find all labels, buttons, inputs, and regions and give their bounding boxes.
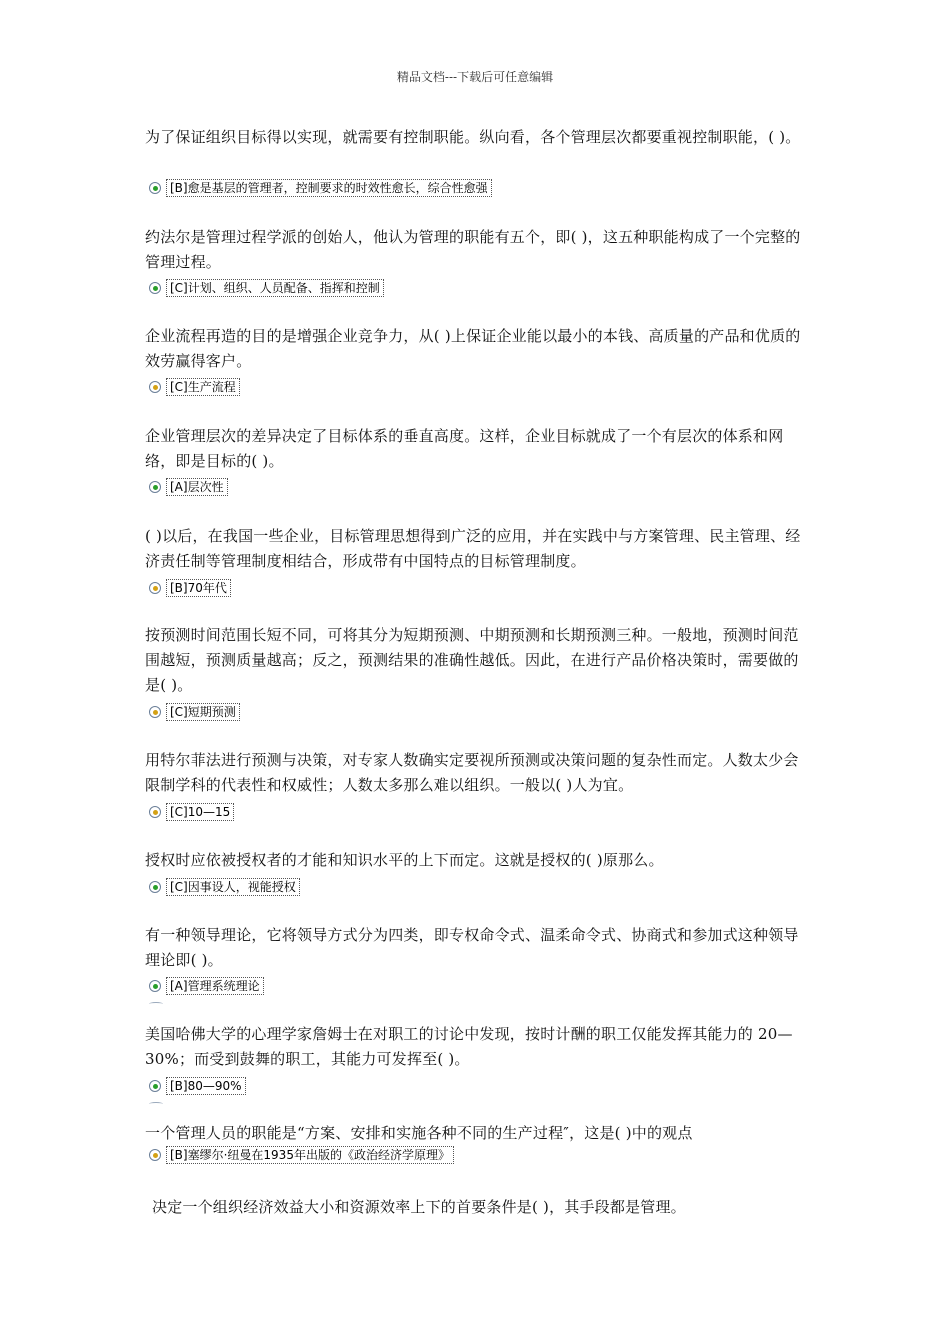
radio-selected-icon[interactable] bbox=[149, 806, 161, 818]
answer-8-label: [C]因事设人，视能授权 bbox=[166, 878, 300, 896]
question-10: 美国哈佛大学的心理学家詹姆士在对职工的讨论中发现，按时计酬的职工仅能发挥其能力的 20—30%；而受到鼓舞的职工，其能力可发挥至( )。 bbox=[145, 1025, 793, 1068]
answer-10-label: [B]80—90% bbox=[166, 1077, 246, 1095]
question-7: 用特尔菲法进行预测与决策，对专家人数确实定要视所预测或决策问题的复杂性而定。人数太少会限制学科的代表性和权威性；人数太多那么难以组织。一般以( )人为宜。 bbox=[145, 751, 799, 794]
question-2: 约法尔是管理过程学派的创始人，他认为管理的职能有五个，即( )，这五种职能构成了一个完整的管理过程。 bbox=[145, 228, 801, 271]
radio-selected-icon[interactable] bbox=[149, 881, 161, 893]
answer-5[interactable] bbox=[149, 579, 231, 597]
radio-selected-icon[interactable] bbox=[149, 706, 161, 718]
answer-4-label: [A]层次性 bbox=[166, 478, 228, 496]
radio-selected-icon[interactable] bbox=[149, 182, 161, 194]
question-8: 授权时应依被授权者的才能和知识水平的上下而定。这就是授权的( )原那么。 bbox=[145, 851, 664, 869]
radio-selected-icon[interactable] bbox=[149, 582, 161, 594]
page-header: 精品文档---下载后可任意编辑 bbox=[396, 70, 554, 84]
answer-6[interactable] bbox=[149, 703, 240, 721]
answer-2-label: [C]计划、组织、人员配备、指挥和控制 bbox=[166, 279, 384, 297]
answer-9-label: [A]管理系统理论 bbox=[166, 977, 264, 995]
answer-9[interactable] bbox=[149, 977, 264, 995]
question-3: 企业流程再造的目的是增强企业竞争力，从( )上保证企业能以最小的本钱、高质量的产品和优质的效劳赢得客户。 bbox=[145, 327, 801, 370]
question-1: 为了保证组织目标得以实现，就需要有控制职能。纵向看，各个管理层次都要重视控制职能，( )。 bbox=[145, 128, 801, 146]
radio-selected-icon[interactable] bbox=[149, 1080, 161, 1092]
partial-radio-icon bbox=[149, 1002, 163, 1006]
answer-7-label: [C]10—15 bbox=[166, 803, 234, 821]
question-11: 一个管理人员的职能是“方案、安排和实施各种不同的生产过程″，这是( )中的观点 bbox=[145, 1124, 693, 1142]
radio-selected-icon[interactable] bbox=[149, 381, 161, 393]
answer-6-label: [C]短期预测 bbox=[166, 703, 240, 721]
answer-4[interactable] bbox=[149, 478, 228, 496]
answer-3[interactable] bbox=[149, 378, 240, 396]
answer-1[interactable] bbox=[149, 179, 492, 197]
question-4: 企业管理层次的差异决定了目标体系的垂直高度。这样，企业目标就成了一个有层次的体系和网络，即是目标的( )。 bbox=[145, 427, 784, 470]
answer-7[interactable] bbox=[149, 803, 234, 821]
answer-11-label: [B]塞缪尔·纽曼在1935年出版的《政治经济学原理》 bbox=[166, 1146, 454, 1164]
radio-selected-icon[interactable] bbox=[149, 1149, 161, 1161]
question-12: 决定一个组织经济效益大小和资源效率上下的首要条件是( )，其手段都是管理。 bbox=[152, 1198, 686, 1216]
answer-11[interactable] bbox=[149, 1146, 454, 1164]
answer-10[interactable] bbox=[149, 1077, 246, 1095]
answer-8[interactable] bbox=[149, 878, 300, 896]
radio-selected-icon[interactable] bbox=[149, 481, 161, 493]
answer-5-label: [B]70年代 bbox=[166, 579, 231, 597]
radio-selected-icon[interactable] bbox=[149, 282, 161, 294]
partial-radio-icon bbox=[149, 1102, 163, 1106]
answer-2[interactable] bbox=[149, 279, 384, 297]
question-9: 有一种领导理论，它将领导方式分为四类，即专权命令式、温柔命令式、协商式和参加式这种领导理论即( )。 bbox=[145, 926, 799, 969]
answer-1-label: [B]愈是基层的管理者，控制要求的时效性愈长，综合性愈强 bbox=[166, 179, 492, 197]
question-6: 按预测时间范围长短不同，可将其分为短期预测、中期预测和长期预测三种。一般地，预测时间范围越短，预测质量越高；反之，预测结果的准确性越低。因此，在进行产品价格决策时，需要做的是( )。 bbox=[145, 626, 799, 694]
question-5: ( )以后，在我国一些企业，目标管理思想得到广泛的应用，并在实践中与方案管理、民主管理、经济责任制等管理制度相结合，形成带有中国特点的目标管理制度。 bbox=[145, 527, 801, 570]
radio-selected-icon[interactable] bbox=[149, 980, 161, 992]
answer-3-label: [C]生产流程 bbox=[166, 378, 240, 396]
